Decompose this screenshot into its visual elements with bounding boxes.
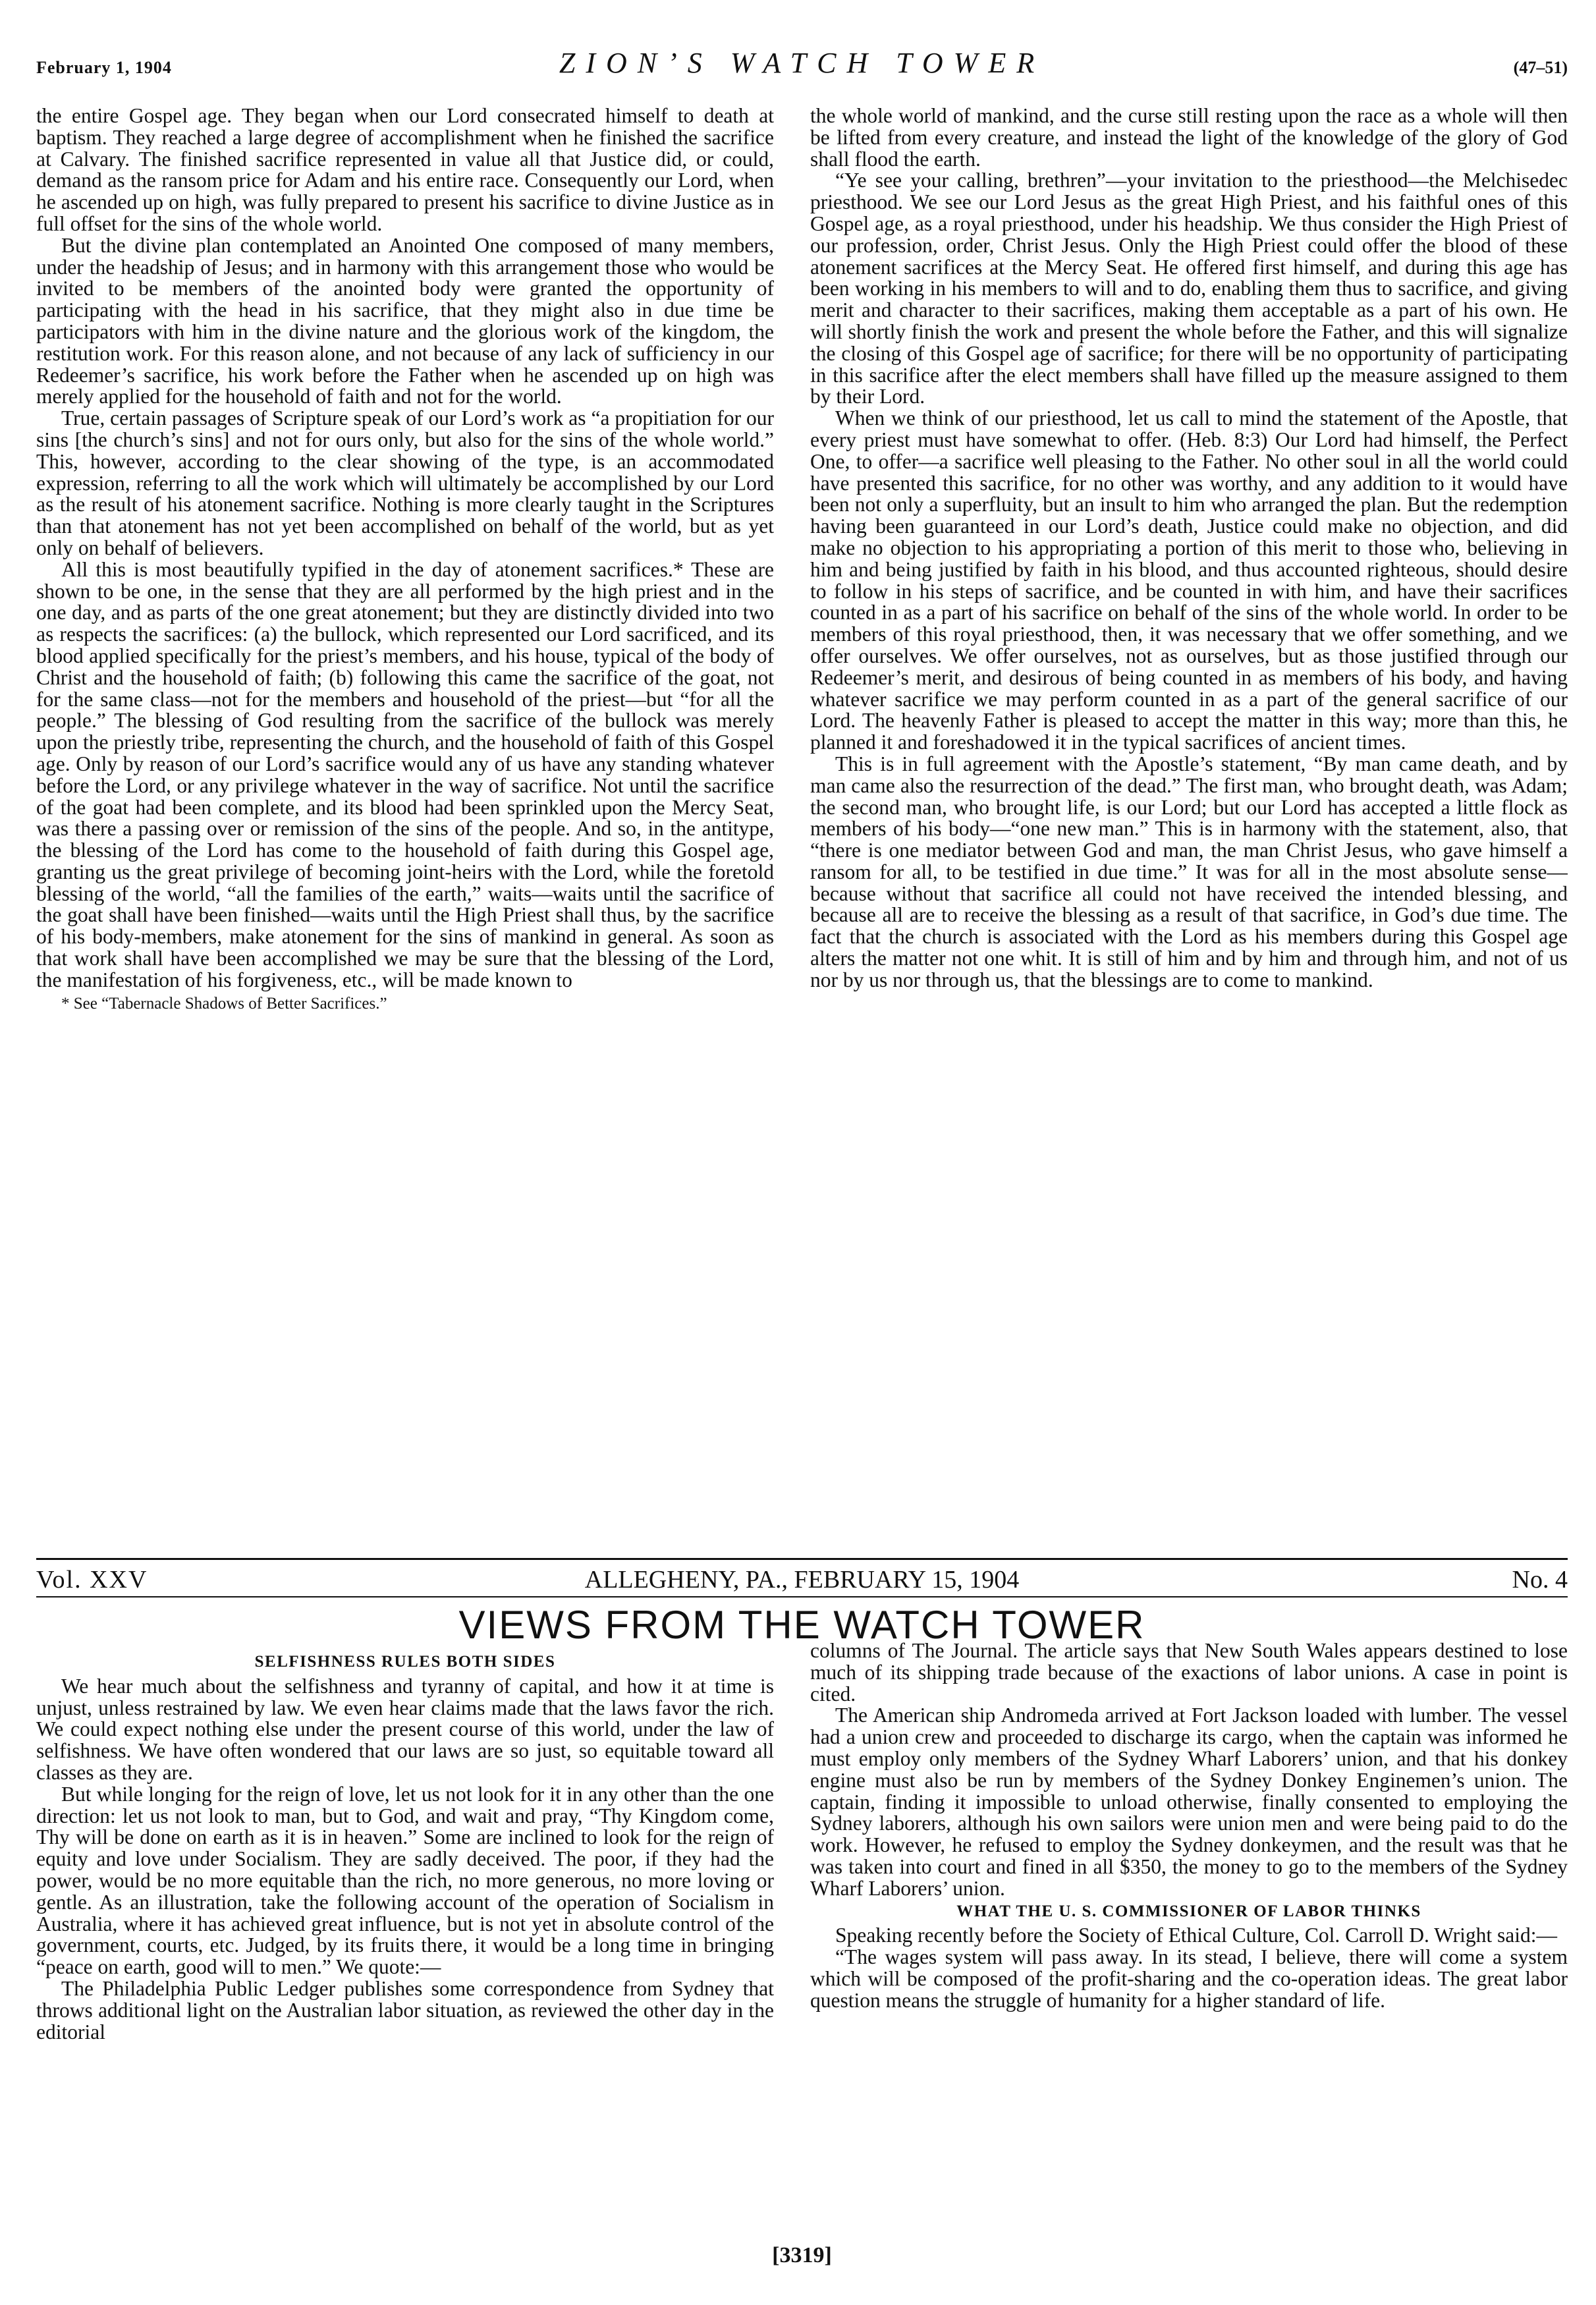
paragraph: This is in full agreement with the Apostle’s statement, “By man came death, and by man came also the resurrection of the dead.” The first man, who brought death, was Adam; the second man, who brought life, is our Lord; but our Lord has accepted a little flock as members of his body—“one new man.” This is in harmony with the statement, also, that “there is one mediator between God and man, the man Christ Jesus, who gave himself a ransom for all, to be testified in due time.” It was for all in the most absolute sense—because without that sacrifice all could not have received the intended blessing, and because all are to receive the blessing as a result of that sacrifice, in God’s due time. The fact that the church is associated with the Lord as his members during this Gospel age alters the matter not one whit. It is still of him and by him and through him, and not of us nor by us nor through us, that the blessings are to come to mankind. xyxy=(810,752,1568,991)
paragraph: But while longing for the reign of love, let us not look for it in any other than the one direction: let us not look to man, but to God, and wait and pray, “Thy Kingdom come, Thy will be done on earth as it is in heaven.” Some are inclined to look for the reign of equity and love under Socialism. They are sadly deceived. The poor, if they had the power, would be no more equitable than the rich, no more generous, no more loving or gentle. As an illustration, take the following account of the operation of Socialism in Australia, where it has achieved great influence, but is not yet in absolute control of the government, courts, etc. Judged, by its fruits there, it would be a long time in bringing “peace on earth, good will to men.” We quote:— xyxy=(36,1782,774,1979)
volume-label: Vol. XXV xyxy=(36,1566,148,1594)
running-head-page-range: (47–51) xyxy=(1513,58,1568,77)
paragraph: We hear much about the selfishness and tyranny of capital, and how it at time is unjust, unless restrained by law. We even hear claims made that the laws favor the rich. We could expect nothing else under the present course of this world, under the law of selfishness. We have often wondered that our laws are so just, so equitable toward all classes as they are. xyxy=(36,1674,774,1784)
paragraph: columns of The Journal. The article says that New South Wales appears destined to lose much of its shipping trade because of the exactions of labor unions. A case in point is cited. xyxy=(810,1640,1568,1706)
newspaper-page xyxy=(36,40,1568,2279)
issue-number: No. 4 xyxy=(1512,1566,1568,1594)
paragraph: the whole world of mankind, and the curse still resting upon the race as a whole will then be lifted from every creature, and instead the light of the knowledge of the glory of God shall flood the earth. xyxy=(810,105,1568,171)
section-title: VIEWS FROM THE WATCH TOWER xyxy=(458,1603,1145,1647)
paragraph: When we think of our priesthood, let us call to mind the statement of the Apostle, that every priest must have somewhat to offer. (Heb. 8:3) Our Lord had himself, the Perfect One, to offer—a sacrifice well pleasing to the Father. No other soul in all the world could have presented this sacrifice, for no other was worthy, and any addition to it would have been not only a superfluity, but an insult to him who arranged the plan. But the redemption having been guaranteed in our Lord’s death, Justice could make no objection, and did make no objection to his appropriating a portion of this merit to those who, believing in him and being justified by faith in his blood, and thus accounted righteous, should desire to follow in his steps of sacrifice, and be counted in with him, and have their sacrifices counted in as a part of his sacrifice on behalf of the sins of the whole world. In order to be members of this royal priesthood, then, it was necessary that we offer something, and we offer ourselves. We offer ourselves, not as ourselves, but as those justified through our Redeemer’s merit, and desirous of being counted in as members of his body, and having whatever sacrifice we may perform counted in as a part of the general sacrifice of our Lord. The heavenly Father is pleased to accept the matter in this way; more than this, he planned it and foreshadowed it in the typical sacrifices of ancient times. xyxy=(810,406,1568,754)
bottom-left-column xyxy=(36,1650,774,2236)
paragraph: True, certain passages of Scripture speak of our Lord’s work as “a propitiation for our sins [the church’s sins] and not for ours only, but also for the sins of the whole world.” This, however, according to the clear showing of the type, is an accommodated expression, referring to all the work which will ultimately be accomplished by our Lord as the result of his atonement sacrifice. Nothing is more clearly taught in the Scriptures than that atonement has not yet been accomplished on behalf of the world, but as yet only on behalf of believers. xyxy=(36,406,774,559)
article-subhead: SELFISHNESS RULES BOTH SIDES xyxy=(254,1653,556,1671)
paragraph: The Philadelphia Public Ledger publishes some correspondence from Sydney that throws additional light on the Australian labor situation, as reviewed the other day in the editorial xyxy=(36,1976,774,2043)
article-subhead: WHAT THE U. S. COMMISSIONER OF LABOR THINKS xyxy=(956,1902,1421,1920)
top-right-column xyxy=(810,105,1568,1528)
paragraph: The American ship Andromeda arrived at Fort Jackson loaded with lumber. The vessel had a union crew and proceeded to discharge its cargo, when the captain was informed he must employ only members of the Sydney Wharf Laborers’ union, and that his donkey engine must also be run by members of the Sydney Donkey Enginemen’s union. The captain, finding it impossible to unload otherwise, finally consented to employing the Sydney laborers, although his own sailors were union men and were being paid to do the work. However, he refused to employ the Sydney donkeymen, and the result was that he was taken into court and fined in all $350, the money to go to the members of the Sydney Wharf Laborers’ union. xyxy=(810,1704,1568,1900)
paragraph: All this is most beautifully typified in the day of atonement sacrifices.* These are shown to be one, in the sense that they are all performed by the high priest and in the one day, and as parts of the one great atonement; but they are distinctly divided into two as respects the sacrifices: (a) the bullock, which represented our Lord sacrificed, and its blood applied specifically for the priest’s members, and his house, typical of the body of Christ and the household of faith; (b) following this came the sacrifice of the goat, not for the same class—not for the members and household of the priest—but “for all the people.” The blessing of God resulting from the sacrifice of the bullock was merely upon the priestly tribe, representing the church, and the household of faith of this Gospel age. Only by reason of our Lord’s sacrifice would any of us have any standing whatever before the Lord, or any privilege whatever in the way of sacrifice. Not until the sacrifice of the goat had been complete, and its blood had been sprinkled upon the Mercy Seat, was there a passing over or remission of the sins of the people. And so, in the antitype, the blessing of the Lord has come to the household of faith during this Gospel age, granting us the great privilege of becoming joint-heirs with the Lord, while the foretold blessing of the world, “all the families of the earth,” waits—waits until the sacrifice of the goat shall have been finished—waits until the High Priest shall thus, by the sacrifice of his body-members, make atonement for the sins of mankind in general. As soon as that work shall have been accomplished we may be sure that the blessing of the Lord, the manifestation of his forgiveness, etc., will be made known to xyxy=(36,557,774,991)
page-number: [3319] xyxy=(772,2243,832,2267)
paragraph: But the divine plan contemplated an Anointed One composed of many members, under the headship of Jesus; and in harmony with this arrangement those who would be invited to be members of the anointed body were granted the opportunity of participating with the head in his sacrifice, that they might also in due time be participators with him in the divine nature and the glorious work of the kingdom, the restitution work. For this reason alone, and not because of any lack of sufficiency in our Redeemer’s sacrifice, his work before the Father when he ascended up on high was merely applied for the household of faith and not for the world. xyxy=(36,233,774,408)
paragraph: the entire Gospel age. They began when our Lord consecrated himself to death at baptism. They reached a large degree of accomplishment when he finished the sacrifice at Calvary. The finished sacrifice represented in value all that Justice did, or could, demand as the ransom price for Adam and his entire race. Consequently our Lord, when he ascended up on high, was fully prepared to present his sacrifice to divine Justice as in full offset for the sins of the whole world. xyxy=(36,105,774,235)
paragraph: “Ye see your calling, brethren”—your invitation to the priesthood—the Melchisedec priesthood. We see our Lord Jesus as the great High Priest, and his faithful ones of this Gospel age, as a royal priesthood, under his headship. We thus consider the High Priest of our profession, order, Christ Jesus. Only the High Priest could offer the blood of these atonement sacrifices at the Mercy Seat. He offered first himself, and during this age has been working in his members to will and to do, enabling them thus to sacrifice, and giving merit and character to their sacrifices, making them acceptable as a part of his own. He will shortly finish the work and present the whole before the Father, and this will signalize the closing of this Gospel age of sacrifice; for there will be no opportunity of participating in this sacrifice after the elect members shall have filled up the measure assigned to them by their Lord. xyxy=(810,169,1568,408)
footnote: * See “Tabernacle Shadows of Better Sacrifices.” xyxy=(61,994,387,1013)
running-head-title: ZION’S WATCH TOWER xyxy=(559,47,1045,79)
place-date-line: ALLEGHENY, PA., FEBRUARY 15, 1904 xyxy=(584,1566,1020,1594)
paragraph: “The wages system will pass away. In its stead, I believe, there will come a system which will be composed of the profit-sharing and the co-operation ideas. The great labor question means the struggle of humanity for a higher standard of life. xyxy=(810,1945,1568,2012)
running-head xyxy=(36,46,1568,86)
top-left-column xyxy=(36,105,774,1528)
bottom-right-column xyxy=(810,1640,1568,2236)
running-head-date: February 1, 1904 xyxy=(36,58,172,77)
paragraph: Speaking recently before the Society of Ethical Culture, Col. Carroll D. Wright said:— xyxy=(835,1924,1558,1947)
masthead xyxy=(36,1558,1568,1597)
